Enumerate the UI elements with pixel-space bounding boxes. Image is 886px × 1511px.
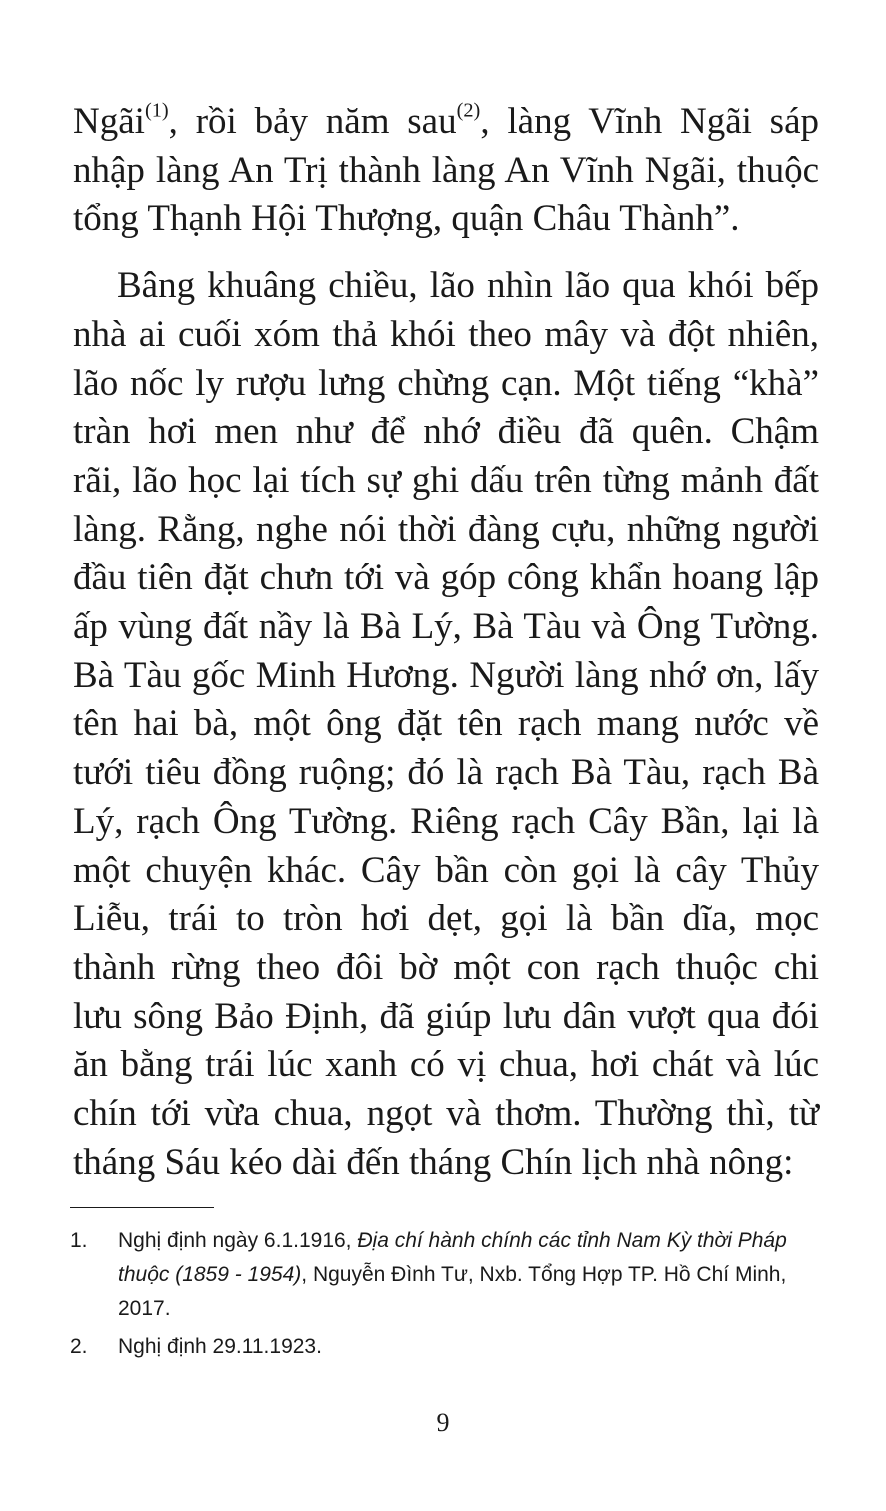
text-fragment: , rồi bảy năm sau [168, 101, 457, 142]
paragraph-gap [73, 244, 819, 262]
footnotes [70, 1224, 826, 1364]
footnote-book-title: Địa chí hành chính các tỉnh Nam Kỳ thời Pháp thuộc (1859 - 1954) [118, 1229, 787, 1286]
text-line: tổng Thạnh Hội Thượng, quận Châu Thành”. [73, 198, 740, 240]
text-line: Bâng khuâng chiều, lão nhìn lão qua khói bếp [117, 265, 819, 307]
footnote-divider [70, 1207, 214, 1208]
text-line: tưới tiêu đồng ruộng; đó là rạch Bà Tàu, rạch Bà [73, 752, 819, 794]
text-line: chín tới vừa chua, ngọt và thơm. Thường thì, từ [73, 1093, 819, 1135]
text-line: lão nốc ly rượu lưng chừng cạn. Một tiếng “khà” [73, 362, 819, 404]
footnote-2 [70, 1330, 826, 1364]
text-line [73, 98, 819, 147]
text-line: lưu sông Bảo Định, đã giúp lưu dân vượt qua đói [73, 995, 819, 1037]
text-line: làng. Rằng, nghe nói thời đàng cựu, những người [73, 508, 819, 550]
footnote-ref-2: (2) [456, 99, 481, 122]
footnote-number: 1. [70, 1229, 88, 1252]
text-line: Liễu, trái to tròn hơi dẹt, gọi là bần dĩa, mọc [73, 898, 819, 940]
paragraph-2 [73, 262, 819, 1187]
footnote-text: Nghị định 29.11.1923. [118, 1335, 322, 1358]
footnote-suffix: , Nguyễn Đình Tư, Nxb. Tổng Hợp TP. Hồ Chí Minh, 2017. [118, 1263, 787, 1320]
footnote-number: 2. [70, 1335, 88, 1358]
text-line: thành rừng theo đôi bờ một con rạch thuộc chi [73, 946, 819, 988]
paragraph-1 [73, 98, 819, 244]
text-line: ăn bằng trái lúc xanh có vị chua, hơi chát và lúc [73, 1044, 819, 1086]
text-line: đầu tiên đặt chưn tới và góp công khẩn hoang lập [73, 557, 819, 599]
text-line: một chuyện khác. Cây bần còn gọi là cây Thủy [73, 849, 819, 891]
text-line: tràn hơi men như để nhớ điều đã quên. Chậm [73, 411, 819, 453]
footnote-text [118, 1224, 826, 1326]
text-line: Lý, rạch Ông Tường. Riêng rạch Cây Bần, lại là [73, 800, 819, 842]
text-line: tháng Sáu kéo dài đến tháng Chín lịch nhà nông: [73, 1141, 794, 1183]
text-line: ấp vùng đất nầy là Bà Lý, Bà Tàu và Ông Tường. [73, 606, 819, 648]
text-line: tên hai bà, một ông đặt tên rạch mang nước về [73, 703, 819, 745]
page-number: 9 [436, 1408, 450, 1437]
text-line: rãi, lão học lại tích sự ghi dấu trên từng mảnh đất [73, 459, 819, 501]
text-line: nhập làng An Trị thành làng An Vĩnh Ngãi, thuộc [73, 149, 819, 191]
text-line: nhà ai cuối xóm thả khói theo mây và đột nhiên, [73, 313, 819, 355]
footnote-prefix: Nghị định ngày 6.1.1916, [118, 1229, 358, 1252]
text-line: Bà Tàu gốc Minh Hương. Người làng nhớ ơn, lấy [73, 654, 819, 696]
body-text [73, 98, 819, 1187]
footnote-ref-1: (1) [144, 99, 169, 122]
text-fragment: Ngãi [73, 101, 145, 142]
text-fragment: , làng Vĩnh Ngãi sáp [480, 101, 820, 142]
footnote-1 [70, 1224, 826, 1326]
